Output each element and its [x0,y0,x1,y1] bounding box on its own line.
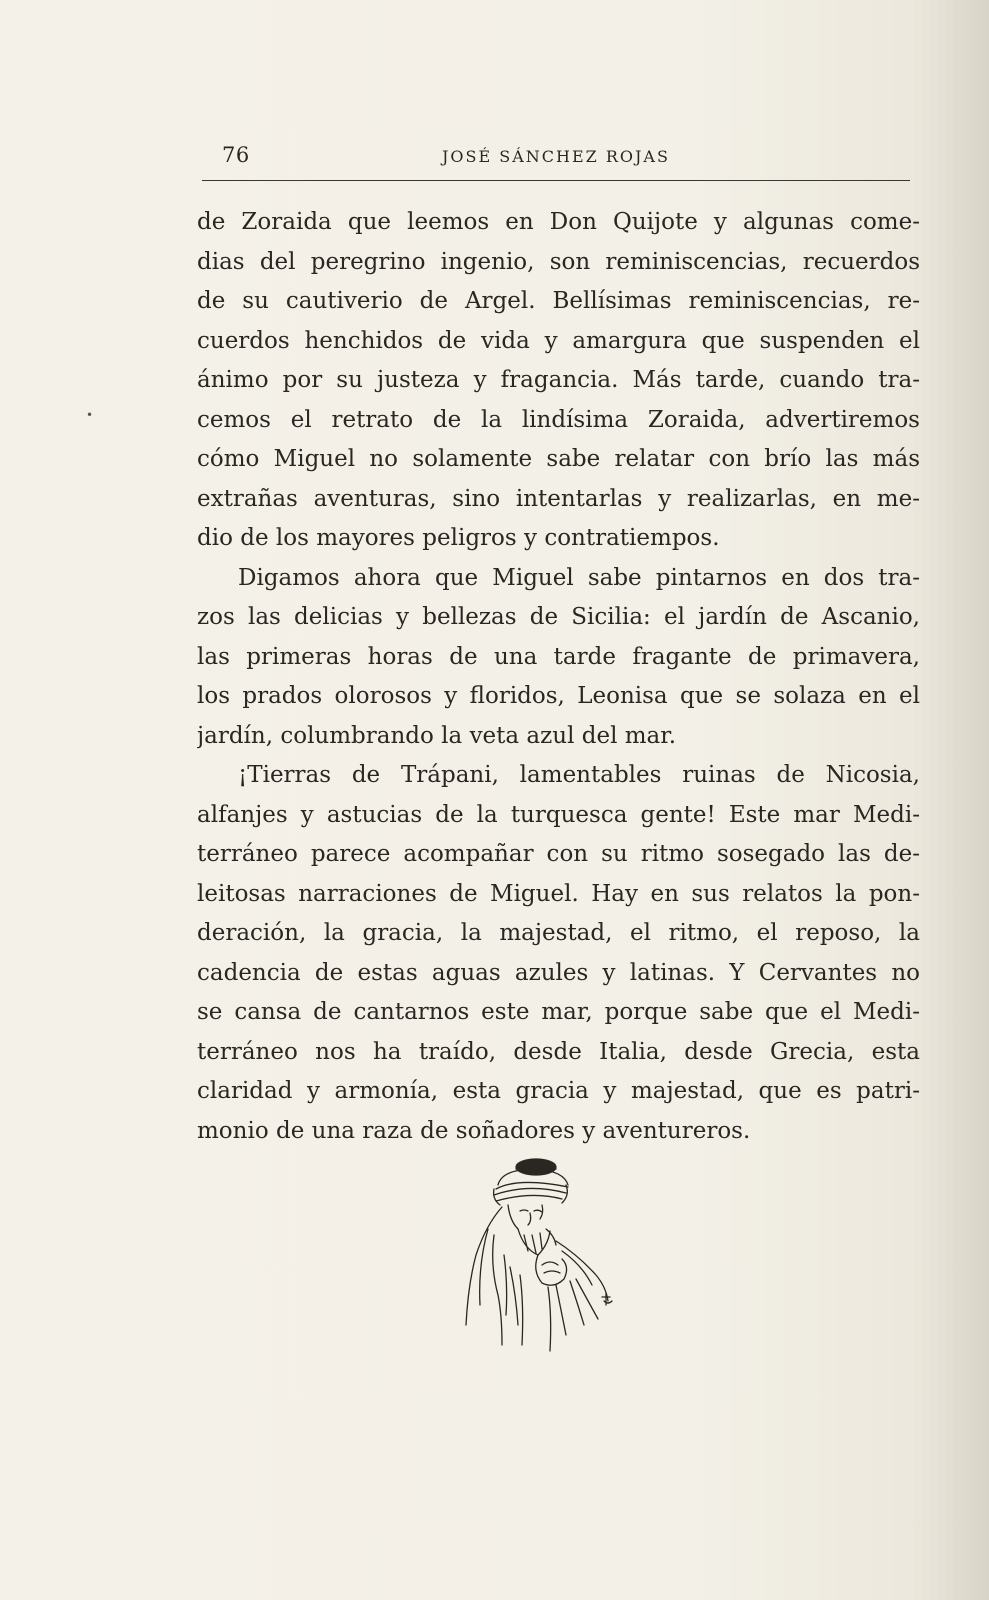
text-line: cemos el retrato de la lindísima Zoraida, advertiremos [197,406,920,433]
text-line: de Zoraida que leemos en Don Quijote y algunas come- [197,209,920,235]
text-line: monio de una raza de soñadores y aventureros. [197,1117,751,1144]
header-rule [202,180,910,181]
page-header [202,140,910,170]
text-line: extrañas aventuras, sino intentarlas y realizarlas, en me- [197,485,920,512]
text-line: alfanjes y astucias de la turquesca gente! Este mar Medi- [197,801,920,828]
text-line: de su cautiverio de Argel. Bellísimas reminiscencias, re- [197,288,920,314]
text-line: terráneo parece acompañar con su ritmo sosegado las de- [197,841,920,867]
text-line: leitosas narraciones de Miguel. Hay en sus relatos la pon- [197,880,920,907]
text-line: cuerdos henchidos de vida y amargura que suspenden el [197,327,920,354]
turbaned-figure-illustration-icon [458,1155,628,1355]
text-line: los prados olorosos y floridos, Leonisa que se solaza en el [197,683,920,709]
text-line: zos las delicias y bellezas de Sicilia: el jardín de Ascanio, [197,604,920,630]
margin-mark: • [86,408,94,422]
text-line: ¡Tierras de Trápani, lamentables ruinas de Nicosia, [238,762,920,788]
text-line: claridad y armonía, esta gracia y majestad, que es patri- [197,1078,920,1104]
text-line: dio de los mayores peligros y contratiempos. [197,525,720,551]
text-line: Digamos ahora que Miguel sabe pintarnos en dos tra- [238,564,920,591]
text-line: se cansa de cantarnos este mar, porque sabe que el Medi- [197,999,920,1025]
running-head: JOSÉ SÁNCHEZ ROJAS [442,147,670,166]
body-text [197,203,920,1151]
text-line: cómo Miguel no solamente sabe relatar con brío las más [197,446,920,472]
text-line: las primeras horas de una tarde fragante de primavera, [197,643,920,670]
text-line: terráneo nos ha traído, desde Italia, desde Grecia, esta [197,1038,920,1065]
text-line: ánimo por su justeza y fragancia. Más tarde, cuando tra- [197,367,920,393]
text-line: dias del peregrino ingenio, son reminiscencias, recuerdos [197,248,920,275]
text-line: jardín, columbrando la veta azul del mar. [197,722,677,749]
page-number: 76 [222,143,250,167]
text-line: deración, la gracia, la majestad, el ritmo, el reposo, la [197,920,920,946]
text-line: cadencia de estas aguas azules y latinas. Y Cervantes no [197,959,920,986]
